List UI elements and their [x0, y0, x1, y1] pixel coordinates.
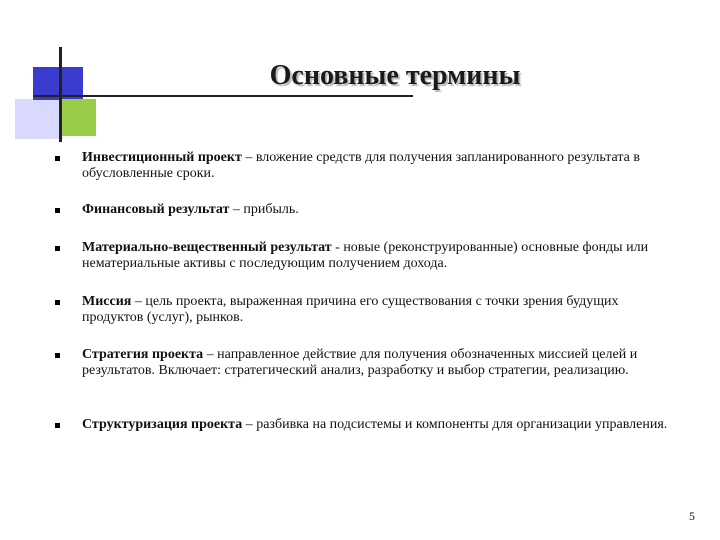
bullet-icon: [55, 246, 60, 251]
page-number: 5: [689, 509, 695, 523]
slide-title: Основные термины: [269, 60, 521, 91]
bullet-icon: [55, 423, 60, 428]
decor-square-lavender: [15, 99, 63, 139]
item-term: Структуризация проекта: [82, 417, 243, 432]
list-item-text: [82, 294, 682, 326]
item-definition: – направленное действие для получения обозначенных миссией целей и результатов. Включает: стратегический анализ, разработку и выбор стратегии, реализацию.: [82, 347, 638, 378]
bullet-icon: [55, 300, 60, 305]
list-item-text: [82, 240, 682, 272]
item-definition: – прибыль.: [229, 202, 299, 217]
item-definition: – разбивка на подсистемы и компоненты для организации управления.: [242, 417, 668, 432]
decor-square-green: [62, 99, 96, 136]
item-term: Стратегия проекта: [82, 347, 204, 362]
item-term: Финансовый результат: [82, 202, 230, 217]
list-item-text: [82, 202, 682, 218]
bullet-icon: [55, 208, 60, 213]
list-item-text: [82, 347, 682, 379]
bullet-icon: [55, 156, 60, 161]
item-term: Инвестиционный проект: [82, 150, 242, 165]
item-definition: – цель проекта, выраженная причина его существования с точки зрения будущих продуктов (услуг), рынков.: [82, 294, 619, 325]
list-item-text: [82, 417, 682, 433]
decor-horizontal-line: [33, 95, 413, 97]
item-definition: – вложение средств для получения запланированного результата в обусловленные сроки.: [82, 150, 640, 181]
list-item-text: [82, 150, 682, 182]
item-term: Миссия: [82, 294, 132, 309]
item-term: Материально-вещественный результат: [82, 240, 332, 255]
item-definition: - новые (реконструированные) основные фонды или нематериальные активы с последующим получением дохода.: [82, 240, 649, 271]
bullet-icon: [55, 353, 60, 358]
